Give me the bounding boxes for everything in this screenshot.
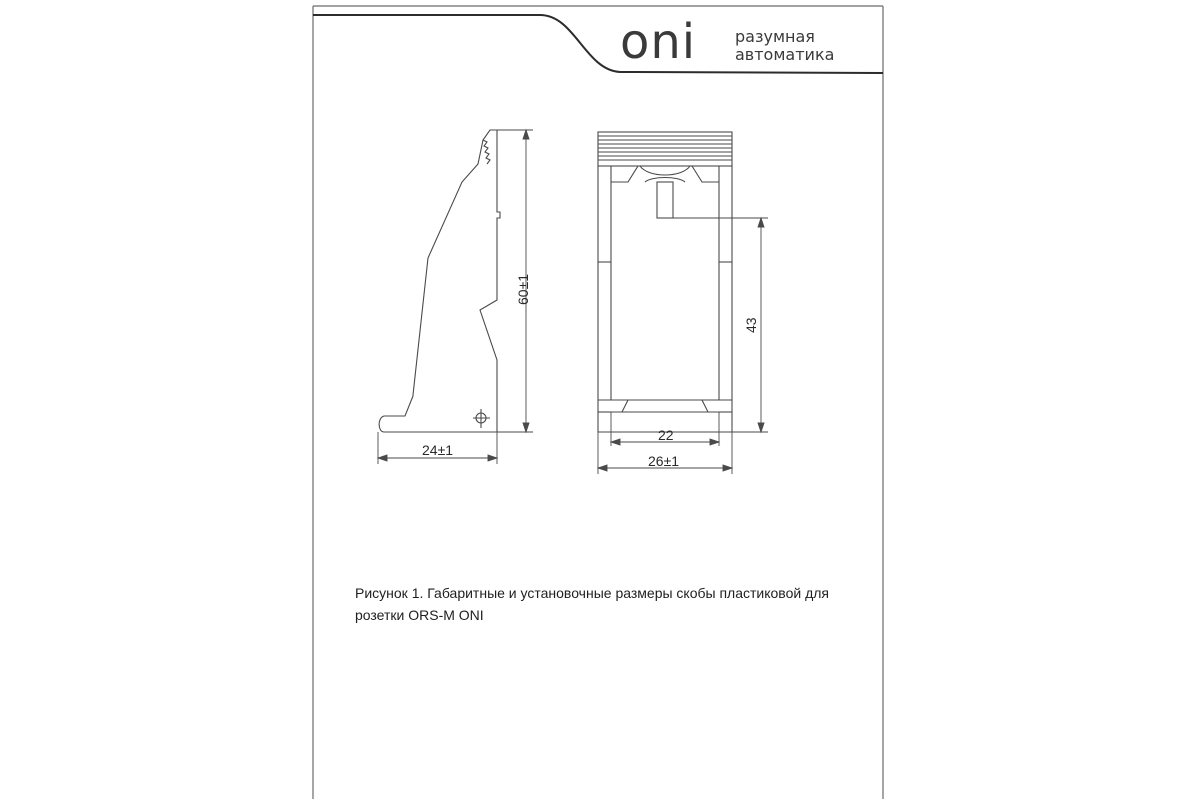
inner-width-label: 22 [658,427,674,443]
front-view-drawing [598,132,732,432]
front-view-latch [657,182,673,218]
side-view-drawing [379,130,500,432]
width-dimension-label: 24±1 [422,442,454,458]
tagline-line1: разумная [735,27,815,46]
oni-logo: oni [620,14,697,70]
side-view-serration [483,140,490,164]
figure-caption-line2: розетки ORS-M ONI [355,607,484,623]
front-view-body [598,166,732,432]
side-view-dimensions [378,130,533,464]
tagline-line2: автоматика [735,45,835,64]
height-dimension-label: 60±1 [515,273,531,305]
front-view-dimensions [598,218,768,474]
outer-width-label: 26±1 [648,453,680,469]
side-view-outline [379,130,500,432]
front-view-top-block [598,132,732,166]
figure-caption-line1: Рисунок 1. Габаритные и установочные размеры скобы пластиковой для [355,585,829,601]
mount-height-label: 43 [743,317,759,333]
